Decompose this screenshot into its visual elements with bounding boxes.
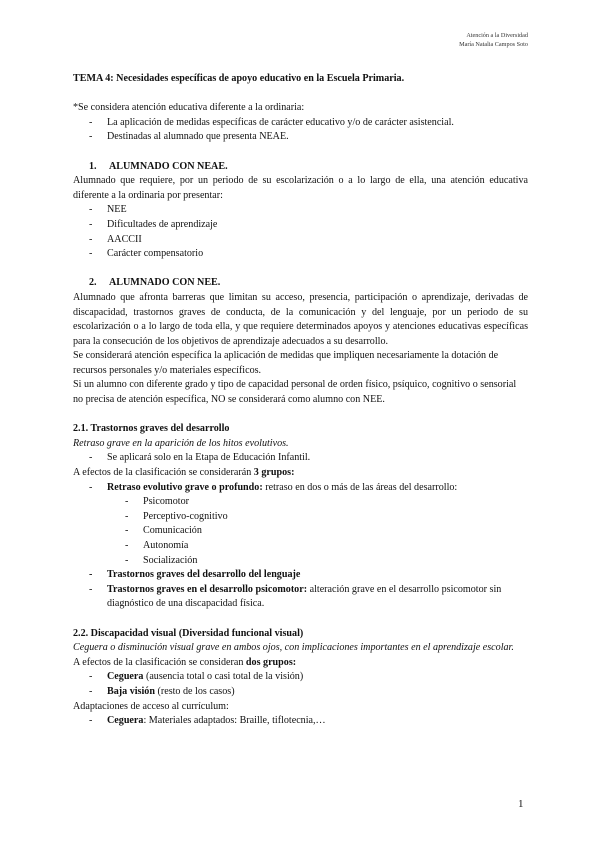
section2-heading: 2. ALUMNADO CON NEE.: [89, 277, 221, 289]
page-header: [459, 31, 528, 49]
document-title: TEMA 4: Necesidades específicas de apoyo educativo en la Escuela Primaria.: [73, 73, 405, 84]
list-item: - Ceguera (ausencia total o casi total de la visión): [73, 670, 528, 685]
list-item: - Dificultades de aprendizaje: [73, 218, 528, 233]
subsection-2-1-groups: A efectos de la clasificación se considerarán 3 grupos:: [73, 467, 295, 479]
subsection-2-2-heading: 2.2. Discapacidad visual (Diversidad funcional visual): [73, 627, 304, 639]
header-author: María Natalia Campos Soto: [459, 41, 528, 48]
list-item: - Baja visión (resto de los casos): [73, 685, 528, 700]
list-item: - Trastornos graves del desarrollo del lenguaje: [73, 568, 528, 583]
section1-heading: 1. ALUMNADO CON NEAE.: [89, 160, 228, 172]
list-item: - Retraso evolutivo grave o profundo: retraso en dos o más de las áreas del desarrollo:: [73, 481, 528, 496]
list-item: - Se aplicará solo en la Etapa de Educación Infantil.: [73, 451, 528, 466]
intro-list: [73, 116, 528, 145]
groups-list: [73, 568, 528, 612]
intro-text: *Se considera atención educativa diferente a la ordinaria:: [73, 102, 305, 114]
subsection-2-2-definition: Ceguera o disminución visual grave en ambos ojos, con implicaciones importantes en el aprendizaje escolar.: [73, 642, 514, 654]
section2-paragraph: Se considerará atención específica la aplicación de medidas que impliquen necesariamente la dotación de recursos personales y/o materiales específicos.: [73, 350, 499, 376]
header-course: Atención a la Diversidad: [466, 32, 528, 39]
list-item: - Carácter compensatorio: [73, 247, 528, 262]
adaptations-list: [73, 714, 528, 729]
list-item: - AACCII: [73, 233, 528, 248]
page-number: 1: [518, 798, 524, 810]
list-item: - Ceguera: Materiales adaptados: Braille, tiflotecnia,…: [73, 714, 528, 729]
adaptations-label: Adaptaciones de acceso al currículum:: [73, 700, 229, 712]
list-item: - Comunicación: [73, 524, 528, 539]
list-item: - Destinadas al alumnado que presenta NEAE.: [73, 130, 528, 145]
list-item: - Perceptivo-cognitivo: [73, 510, 528, 525]
list-item: - Trastornos graves en el desarrollo psicomotor: alteración grave en el desarrollo psicomotor sin diagnóstico de una discapacidad física.: [73, 583, 528, 612]
areas-list: [73, 495, 528, 568]
section1-list: [73, 203, 528, 261]
section2-paragraph: Alumnado que afronta barreras que limitan su acceso, presencia, participación o aprendizaje, derivadas de discapacidad, trastornos graves de conducta, de la comunicación y del lenguaje, por un periodo de su escolarización o a lo largo de toda ella, y que requiere determinados apoyos y atenciones educativas específicas para la consecución de los objetivos de aprendizaje adecuados a su desarrollo.: [73, 291, 528, 347]
list-item: - Autonomía: [73, 539, 528, 554]
list-item: - Socialización: [73, 554, 528, 569]
subsection-2-1-heading: 2.1. Trastornos graves del desarrollo: [73, 423, 230, 435]
subsection-2-1-definition: Retraso grave en la aparición de los hitos evolutivos.: [73, 437, 289, 449]
section1-text: Alumnado que requiere, por un periodo de su escolarización o a lo largo de ella, una atención educativa diferente a la ordinaria por presentar:: [73, 175, 528, 201]
subsection-2-2-groups: A efectos de la clasificación se consideran dos grupos:: [73, 656, 297, 668]
groups-list: [73, 481, 528, 496]
visual-groups-list: [73, 670, 528, 699]
document-body: [73, 72, 528, 729]
subsection-2-1-note: [73, 451, 528, 466]
section2-paragraph: Si un alumno con diferente grado y tipo de capacidad personal de orden físico, psíquico, cognitivo o sensorial no precisa de atención específica, NO se considerará como alumno con NEE.: [73, 379, 517, 406]
list-item: - La aplicación de medidas específicas de carácter educativo y/o de carácter asistencial.: [73, 116, 528, 131]
list-item: - Psicomotor: [73, 495, 528, 510]
list-item: - NEE: [73, 203, 528, 218]
